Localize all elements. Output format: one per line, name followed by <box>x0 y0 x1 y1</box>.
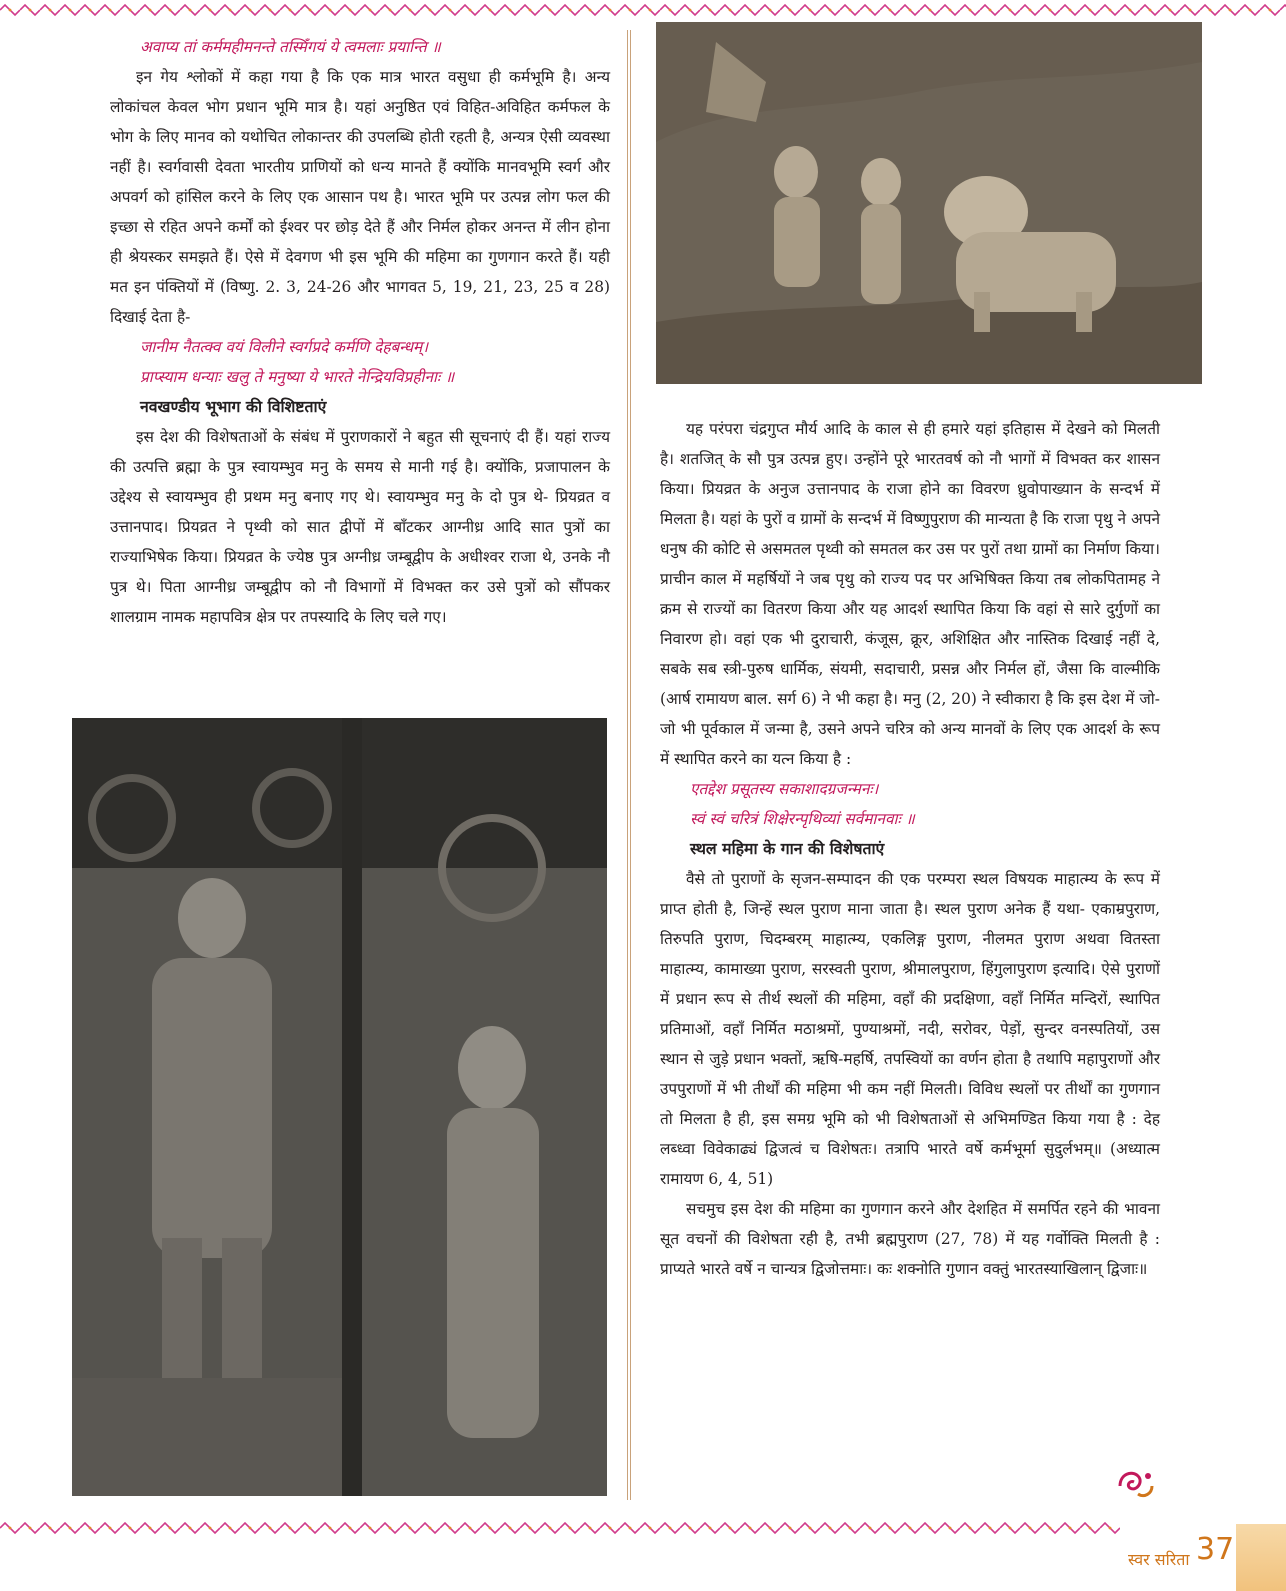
left-text-column <box>110 32 610 632</box>
verse-shloka: प्राप्स्याम धन्याः खलु ते मनुष्या ये भारते नेन्द्रियविप्रहीनाः ॥ <box>140 368 455 386</box>
paragraph: इन गेय श्लोकों में कहा गया है कि एक मात्र भारत वसुधा ही कर्मभूमि है। अन्य लोकांचल केवल भोग प्रधान भूमि मात्र है। यहां अनुष्ठित एवं विहित-अविहित कर्मफल के भोग के लिए मानव को यथोचित लोकान्तर की उपलब्धि होती रहती है, अन्यत्र ऐसी व्यवस्था नहीं है। स्वर्गवासी देवता भारतीय प्राणियों को धन्य मानते हैं क्योंकि मानवभूमि स्वर्ग और अपवर्ग को हांसिल करने के लिए एक आसान पथ है। भारत भूमि पर उत्पन्न लोग फल की इच्छा से रहित अपने कर्मों को ईश्वर पर छोड़ देते हैं और निर्मल होकर अनन्त में लीन होना ही श्रेयस्कर समझते हैं। ऐसे में देवगण भी इस भूमि की महिमा का गुणगान करते हैं। यही मत इन पंक्तियों में (विष्णु. 2. 3, 24-26 और भागवत 5, 19, 21, 23, 25 व 28) दिखाई देता है- <box>110 68 610 326</box>
paragraph: वैसे तो पुराणों के सृजन-सम्पादन की एक परम्परा स्थल विषयक माहात्म्य के रूप में प्राप्त होती है, जिन्हें स्थल पुराण माना जाता है। स्थल पुराण अनेक हैं यथा- एकाम्रपुराण, तिरुपति पुराण, चिदम्बरम् माहात्म्य, एकलिङ्ग पुराण, नीलमत पुराण अथवा वितस्ता माहात्म्य, कामाख्या पुराण, सरस्वती पुराण, श्रीमालपुराण, हिंगुलापुराण इत्यादि। ऐसे पुराणों में प्रधान रूप से तीर्थ स्थलों की महिमा, वहाँ की प्रदक्षिणा, वहाँ निर्मित मन्दिरों, स्थापित प्रतिमाओं, वहाँ निर्मित मठाश्रमों, पुण्याश्रमों, नदी, सरोवर, पेड़ों, सुन्दर वनस्पतियों, उस स्थान से जुड़े प्रधान भक्तों, ऋषि-महर्षि, तपस्वियों का वर्णन होता है तथापि महापुराणों और उपपुराणों में भी तीर्थों की महिमा भी कम नहीं मिलती। विविध स्थलों पर तीर्थों का गुणगान तो मिलता है ही, इस समग्र भूमि को भी विशेषताओं से अभिमण्डित किया गया है : देह लब्ध्वा विवेकाढ्यं द्विजत्वं च विशेषतः। तत्रापि भारते वर्षे कर्मभूर्मा सुदुर्लभम्॥ (अध्यात्म रामायण 6, 4, 51) <box>660 870 1160 1188</box>
magazine-name: स्वर सरिता <box>1128 1550 1190 1569</box>
verse-shloka: एतद्देश प्रसूतस्य सकाशादग्रजन्मनः। <box>690 780 879 798</box>
magazine-logo-icon <box>1112 1464 1160 1508</box>
verse-shloka: अवाप्य तां कर्ममहीमनन्ते तस्मिँगयं ये त्वमलाः प्रयान्ति ॥ <box>140 38 441 56</box>
temple-sculpture-photo <box>72 718 607 1496</box>
paragraph: सचमुच इस देश की महिमा का गुणगान करने और देशहित में समर्पित रहने की भावना सूत वचनों की विशेषता रही है, तभी ब्रह्मपुराण (27, 78) में यह गर्वोक्ति मिलती है : प्राप्यते भारते वर्षे न चान्यत्र द्विजोत्तमाः। कः शक्नोति गुणान वक्तुं भारतस्याखिलान् द्विजाः॥ <box>660 1200 1160 1278</box>
right-text-column <box>660 414 1160 1284</box>
paragraph: इस देश की विशेषताओं के संबंध में पुराणकारों ने बहुत सी सूचनाएं दी हैं। यहां राज्य की उत्पत्ति ब्रह्मा के पुत्र स्वायम्भुव मनु के समय से मानी गई है। क्योंकि, प्रजापालन के उद्देश्य से स्वायम्भुव ही प्रथम मनु बनाए गए थे। स्वायम्भुव मनु के दो पुत्र थे- प्रियव्रत व उत्तानपाद। प्रियव्रत ने पृथ्वी को सात द्वीपों में बाँटकर आग्नीध्र आदि सात पुत्रों का राज्याभिषेक किया। प्रियव्रत के ज्येष्ठ पुत्र अग्नीध्र जम्बूद्वीप के अधीश्वर राजा थे, उनके नौ पुत्र थे। पिता आग्नीध्र जम्बूद्वीप को नौ विभागों में विभक्त कर उसे पुत्रों को सौंपकर शालग्राम नामक महापवित्र क्षेत्र पर तपस्यादि के लिए चले गए। <box>110 428 610 626</box>
paragraph: यह परंपरा चंद्रगुप्त मौर्य आदि के काल से ही हमारे यहां इतिहास में देखने को मिलती है। शतजित् के सौ पुत्र उत्पन्न हुए। उन्होंने पूरे भारतवर्ष को नौ भागों में विभक्त कर शासन किया। प्रियव्रत के अनुज उत्तानपाद के राजा होने का विवरण ध्रुवोपाख्यान के सन्दर्भ में मिलता है। यहां के पुरों व ग्रामों के सन्दर्भ में विष्णुपुराण की मान्यता है कि राजा पृथु ने अपने धनुष की कोटि से असमतल पृथ्वी को समतल कर उस पर पुरों तथा ग्रामों का निर्माण किया। प्राचीन काल में महर्षियों ने जब पृथु को राज्य पद पर अभिषिक्त किया तब लोकपितामह ने क्रम से राज्यों का वितरण किया और यह आदर्श स्थापित किया कि वहां से सारे दुर्गुणों का निवारण हो। वहां एक भी दुराचारी, कंजूस, क्रूर, अशिक्षित और नास्तिक दिखाई नहीं दे, सबके सब स्त्री-पुरुष धार्मिक, संयमी, सदाचारी, प्रसन्न और निर्मल हों, जैसा कि वाल्मीकि (आर्ष रामायण बाल. सर्ग 6) ने भी कहा है। मनु (2, 20) ने स्वीकारा है कि इस देश में जो-जो भी पूर्वकाल में जन्मा है, उसने अपने चरित्र को अन्य मानवों के लिए एक आदर्श के रूप में स्थापित करने का यत्न किया है : <box>660 420 1160 768</box>
page-number: 37 <box>1196 1532 1235 1567</box>
section-heading: नवखण्डीय भूभाग की विशिष्टताएं <box>140 397 327 416</box>
page-corner-bar <box>1236 1524 1286 1591</box>
section-heading: स्थल महिमा के गान की विशेषताएं <box>690 839 885 858</box>
verse-shloka: जानीम नैतत्क्व वयं विलीने स्वर्गप्रदे कर्मणि देहबन्धम्। <box>140 338 429 356</box>
bottom-decorative-border <box>0 1520 1286 1536</box>
stone-relief-photo <box>656 22 1202 384</box>
column-divider <box>627 30 631 1500</box>
top-decorative-border <box>0 2 1286 18</box>
verse-shloka: स्वं स्वं चरित्रं शिक्षेरन्पृथिव्यां सर्वमानवाः ॥ <box>690 810 915 828</box>
